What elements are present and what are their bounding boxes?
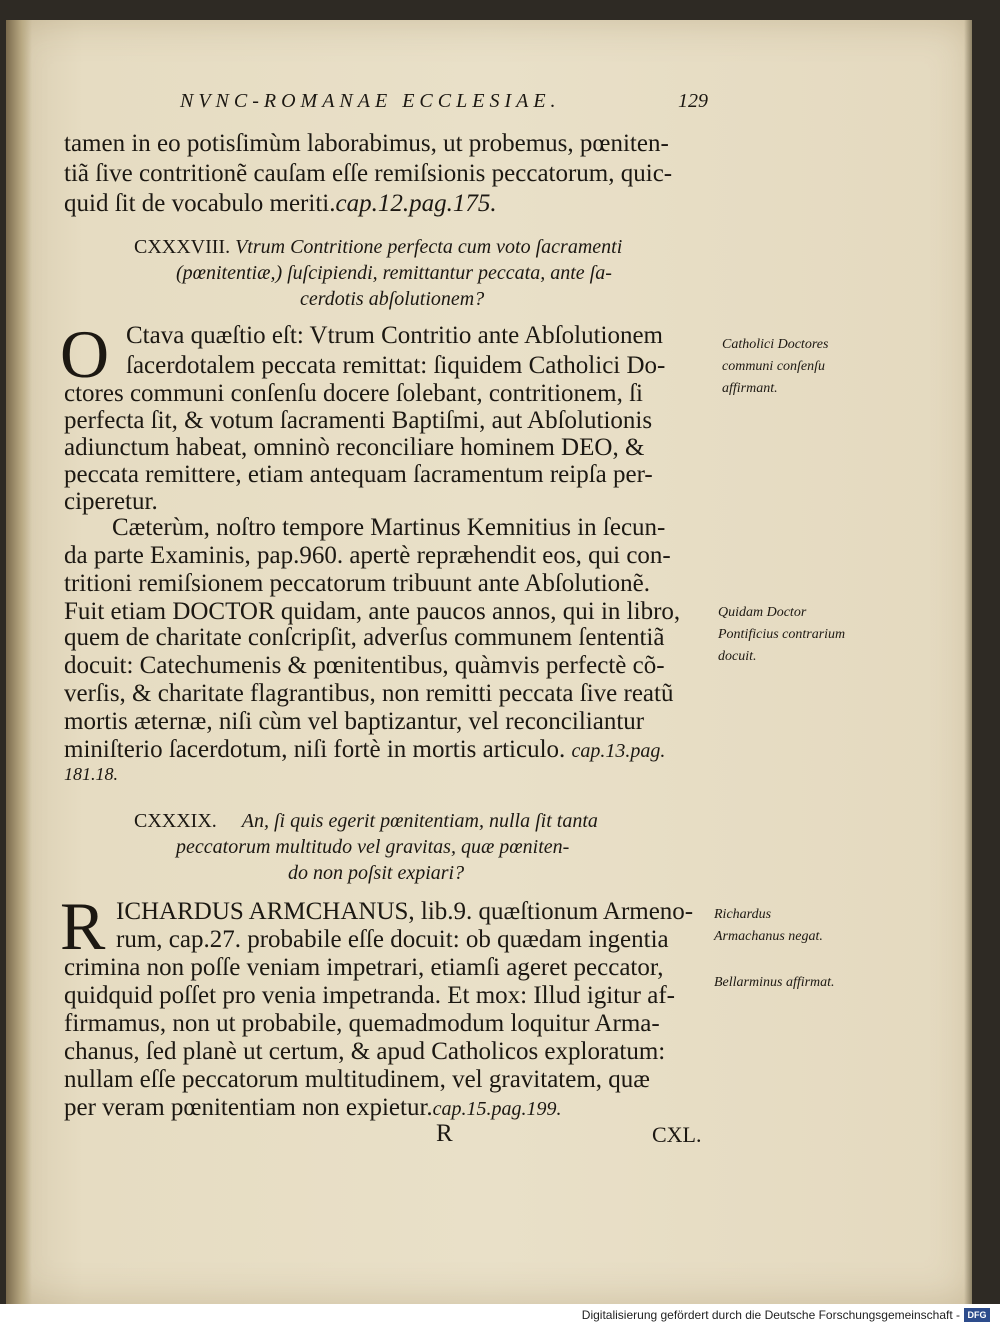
footer-bar bbox=[0, 1304, 1000, 1326]
book-spine-shadow bbox=[6, 20, 32, 1304]
section-heading-line: (pœnitentiæ,) ſuſcipiendi, remittantur peccata, ante ſa- bbox=[176, 262, 612, 284]
section-heading-line: do non poſsit expiari? bbox=[288, 862, 465, 884]
text-line: crimina non poſſe veniam impetrari, etiamſi ageret peccator, bbox=[64, 954, 664, 981]
text-line: miniſterio ſacerdotum, niſi fortè in mortis articulo. cap.13.pag. bbox=[64, 736, 666, 763]
text-line: rum, cap.27. probabile eſſe docuit: ob quædam ingentia bbox=[116, 926, 669, 953]
text-line: peccata remittere, etiam antequam ſacramentum reipſa per- bbox=[64, 461, 653, 488]
text-line: per veram pœnitentiam non expietur.cap.15.pag.199. bbox=[64, 1094, 562, 1121]
section-heading-line: CXXXIX. An, ſi quis egerit pœnitentiam, nulla ſit tanta bbox=[134, 810, 598, 832]
signature-mark: R bbox=[436, 1120, 453, 1147]
marginal-note: Richardus Armachanus negat. bbox=[714, 907, 823, 944]
citation: 181.18. bbox=[64, 764, 118, 784]
text-line: ciperetur. bbox=[64, 488, 158, 515]
text-line: quem de charitate conſcripſit, adverſus communem ſententiã bbox=[64, 624, 665, 651]
funding-notice: Digitalisierung gefördert durch die Deutsche Forschungsgemeinschaft - bbox=[581, 1308, 960, 1322]
page-number: 129 bbox=[678, 90, 708, 112]
text-line: nullam eſſe peccatorum multitudinem, vel gravitatem, quæ bbox=[64, 1066, 650, 1093]
text-line: Ctava quæſtio eſt: Vtrum Contritio ante Abſolutionem bbox=[126, 322, 663, 349]
marginal-note: Catholici Doctores communi conſenſu affirmant. bbox=[722, 337, 829, 396]
drop-capital: R bbox=[60, 888, 106, 964]
text-line: adiunctum habeat, omninò reconciliare hominem DEO, & bbox=[64, 434, 645, 461]
drop-capital: O bbox=[60, 316, 110, 392]
section-heading-line: peccatorum multitudo vel gravitas, quæ pœniten- bbox=[176, 836, 570, 858]
text-line: tamen in eo potisſimùm laborabimus, ut probemus, pœniten- bbox=[64, 130, 669, 157]
text-line: perfecta ſit, & votum ſacramenti Baptiſmi, aut Abſolutionis bbox=[64, 407, 653, 434]
text-line: quid ſit de vocabulo meriti.cap.12.pag.175. bbox=[64, 190, 497, 217]
text-line: tiã ſive contritionẽ cauſam eſſe remiſsionis peccatorum, quic- bbox=[64, 160, 673, 187]
text-line: ctores communi conſenſu docere ſolebant, contritionem, ſi bbox=[64, 380, 643, 407]
section-number: CXXXVIII. bbox=[134, 236, 231, 258]
text-line: ſacerdotalem peccata remittat: ſiquidem Catholici Do- bbox=[126, 352, 666, 379]
running-head: NVNC-ROMANAE ECCLESIAE. bbox=[180, 90, 561, 112]
text-line: Fuit etiam DOCTOR quidam, ante paucos annos, qui in libro, bbox=[64, 598, 681, 625]
marginal-note: Quidam Doctor Pontificius contrarium docuit. bbox=[718, 605, 846, 664]
catchword: CXL. bbox=[652, 1122, 702, 1147]
section-number: CXXXIX. bbox=[134, 810, 217, 832]
text-line: tritioni remiſsionem peccatorum tribuunt ante Abſolutionẽ. bbox=[64, 570, 650, 597]
dfg-logo: DFG bbox=[964, 1308, 990, 1322]
text-line: chanus, ſed planè ut certum, & apud Catholicos exploratum: bbox=[64, 1038, 666, 1065]
citation: cap.13.pag. bbox=[571, 740, 666, 762]
section-heading-line: CXXXVIII. Vtrum Contritione perfecta cum voto ſacramenti bbox=[134, 236, 623, 258]
citation: cap.15.pag.199. bbox=[432, 1098, 562, 1120]
page-edge bbox=[964, 20, 972, 1304]
text-line: ICHARDUS ARMCHANUS, lib.9. quæſtionum Armeno- bbox=[116, 898, 694, 925]
marginal-note: Bellarminus affirmat. bbox=[714, 975, 835, 990]
text-line: Cæterùm, noſtro tempore Martinus Kemnitius in ſecun- bbox=[112, 514, 666, 541]
citation: cap.12.pag.175. bbox=[335, 190, 497, 217]
text-line: firmamus, non ut probabile, quemadmodum loquitur Arma- bbox=[64, 1010, 660, 1037]
section-heading-line: cerdotis abſolutionem? bbox=[300, 288, 485, 310]
text-line: quidquid poſſet pro venia impetranda. Et mox: Illud igitur af- bbox=[64, 982, 675, 1009]
text-line: da parte Examinis, pap.960. apertè repræhendit eos, qui con- bbox=[64, 542, 671, 569]
text-line: mortis æternæ, niſi cùm vel baptizantur, vel reconciliantur bbox=[64, 708, 645, 735]
text-line: docuit: Catechumenis & pœnitentibus, quàmvis perfectè cõ- bbox=[64, 652, 665, 679]
text-line: verſis, & charitate flagrantibus, non remitti peccata ſive reatũ bbox=[64, 680, 674, 707]
